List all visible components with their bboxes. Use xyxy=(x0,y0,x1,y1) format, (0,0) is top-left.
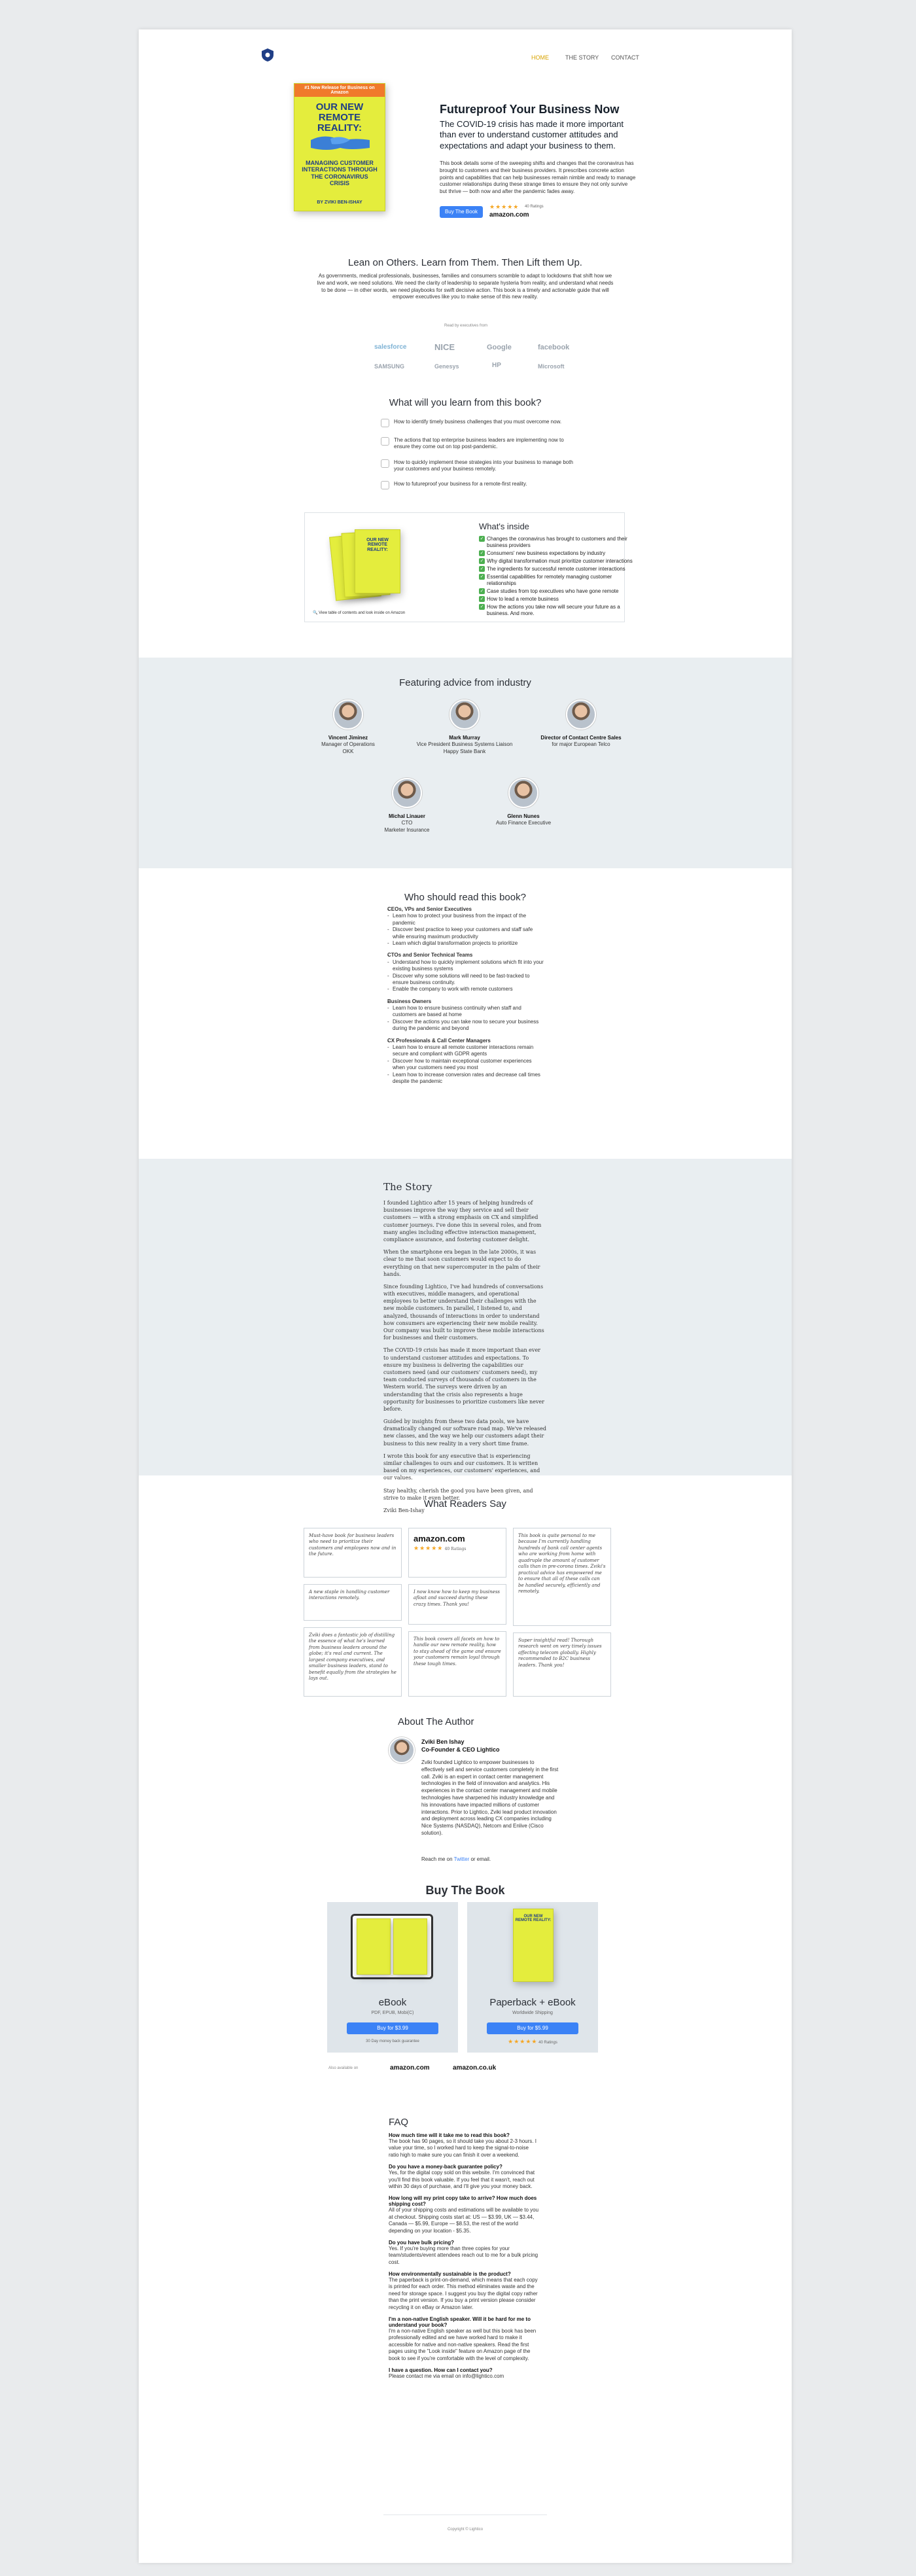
avatar xyxy=(333,699,363,730)
logo-nice: NICE xyxy=(434,342,455,352)
guarantee-note: 30 Day money back guarantee xyxy=(366,2039,419,2043)
author-title: About The Author xyxy=(398,1716,474,1727)
who-title: Who should read this book? xyxy=(404,892,526,903)
inside-item: ✓ Why digital transformation must prioritize customer interactions xyxy=(479,558,636,565)
inside-item: ✓ The ingredients for successful remote customer interactions xyxy=(479,566,636,573)
reader-quote: Super insightful read! Thorough research went on very timely issues affecting telecom globally. Highly recommended to B2C business leaders. Thank you! xyxy=(513,1632,611,1697)
who-item: - Discover best practice to keep your customers and staff safe while ensuring maximum productivity xyxy=(387,926,544,940)
landing-page xyxy=(139,29,792,2563)
logos-caption: Read by executives from xyxy=(444,324,488,328)
expert-card: Michal Linauer CTO Marketer Insurance xyxy=(348,778,466,834)
faq-answer: Yes, for the digital copy sold on this website. I'm convinced that you'll find this book valuable. If you feel that it wasn't, reach out within 30 days of purchase, and I'll give you your money back. xyxy=(389,2170,535,2189)
learn-item: How to identify timely business challenges that you must overcome now. xyxy=(381,419,577,425)
who-item: - Learn how to increase conversion rates and decrease call times despite the pandemic xyxy=(387,1072,544,1085)
inside-item: ✓ Consumers' new business expectations by industry xyxy=(479,550,636,557)
story-paragraph: Guided by insights from these two data pools, we have dramatically changed our software road map. We've released new classes, and the way we help our customers adapt their business to this new reality in a very short time frame. xyxy=(383,1419,547,1447)
who-group-title: - CEOs, VPs and Senior Executives xyxy=(387,906,544,913)
who-item: - Discover why some solutions will need to be fast-tracked to ensure business continuity. xyxy=(387,973,544,987)
author-role: Co-Founder & CEO Lightico xyxy=(421,1746,500,1753)
inside-item: ✓ Essential capabilities for remotely managing customer relationships xyxy=(479,574,636,586)
learn-item: How to quickly implement these strategies into your business to manage both your customers and your business remotely. xyxy=(381,459,577,473)
author-bio: Zviki founded Lightico to empower businesses to effectively sell and service customers completely in the first call. Zviki is an expert in contact center management technologies in the field of innovation and analytics. His experiences in the contact center management and mobile technologies have sharpened his industry knowledge and his innovations have impacted millions of customer interactions. Prior to Lightico, Zviki lead product innovation and deployment across leading CX companies including Nice Systems (NASDAQ), Netcom and Enlive (Cisco solution). xyxy=(421,1759,559,1836)
book-title: OUR NEW REMOTE REALITY: xyxy=(315,101,364,133)
shield-icon xyxy=(381,481,389,489)
faq-answer: The book has 90 pages, so it should take you about 2-3 hours. I value your time, so I worked hard to keep the signal-to-noise ratio high to make sure you can finish it over a weekend. xyxy=(389,2138,537,2158)
logo-samsung: SAMSUNG xyxy=(374,363,405,370)
intro-title: Lean on Others. Learn from Them. Then Lift them Up. xyxy=(348,257,582,268)
faq-question: How environmentally sustainable is the product? xyxy=(389,2271,511,2278)
readers-amazon[interactable]: amazon.com xyxy=(414,1534,465,1544)
readers-stars: ★★★★★ xyxy=(414,1545,444,1552)
faq-question: I have a question. How can I contact you? xyxy=(389,2367,493,2373)
footer-divider xyxy=(383,2514,547,2515)
reader-quote: I now know how to keep my business afloat and succeed during these crazy times. Thank you! xyxy=(408,1584,506,1625)
story-text xyxy=(383,1199,547,1519)
avatar xyxy=(392,778,422,808)
nav-the-story[interactable]: THE STORY xyxy=(565,54,599,61)
buy-option-formats: PDF, EPUB, Mobi(C) xyxy=(371,2011,414,2015)
buy-option-ebook xyxy=(327,1902,458,2053)
avatar xyxy=(566,699,596,730)
learn-item: The actions that top enterprise business leaders are implementing now to ensure they come out on top post-pandemic. xyxy=(381,437,577,451)
faq-list xyxy=(389,2127,539,2380)
who-group-title: - CTOs and Senior Technical Teams xyxy=(387,952,544,959)
faq-question: How long will my print copy take to arrive? How much does shipping cost? xyxy=(389,2195,537,2208)
story-paragraph: When the smartphone era began in the late 2000s, it was clear to me that soon customers would expect to do everything on that new supercomputer in the palm of their hands. xyxy=(383,1249,540,1277)
buy-title: Buy The Book xyxy=(425,1884,505,1897)
faq-answer: All of your shipping costs and estimations will be available to you at checkout. Shipping costs start at: US — $3.99, UK — $3.44, Canada — $5.99, Europe — $8.53, the rest of the world depending on your location - $5.35. xyxy=(389,2207,539,2234)
who-list xyxy=(387,901,544,1085)
story-paragraph: Since founding Lightico, I've had hundreds of conversations with executives, middle managers, and operational employees to better understand their challenges with the new mobile customers. In parallel, I listened to, and analyzed, thousands of interactions in order to understand how consumers are experiencing their new mobile reality. Our company was built to improve these mobile interactions for businesses and their customers. xyxy=(383,1283,544,1341)
who-item: - Discover the actions you can take now to secure your business during the pandemic and beyond xyxy=(387,1019,544,1032)
faq-title: FAQ xyxy=(389,2117,409,2128)
logo-hp: HP xyxy=(492,362,501,369)
faq-question: How much time will it take me to read this book? xyxy=(389,2132,510,2138)
toc-link[interactable]: 🔍 View table of contents and look inside on Amazon xyxy=(313,611,406,615)
inside-book-front: OUR NEW REMOTE REALITY: xyxy=(355,529,400,593)
buy-option-paperback xyxy=(467,1902,598,2053)
faq-question: Do you have bulk pricing? xyxy=(389,2239,455,2246)
logo-salesforce: salesforce xyxy=(374,344,407,351)
who-item: - Learn which digital transformation projects to prioritize xyxy=(387,940,544,947)
intro-text: As governments, medical professionals, businesses, families and consumers scramble to adapt to lockdowns that shift how we live and work, we need solutions. We need the clarity of leadership to separate hysteria from reality, and understand what needs to be done — in other words, we need playbooks for swift decisive action. This book is a timely and actionable guide that will empower executives like you to make sense of this new reality. xyxy=(317,273,614,300)
story-paragraph: Stay healthy, cherish the good you have been given, and strive to make it even better. xyxy=(383,1487,533,1501)
compass-icon xyxy=(381,419,389,427)
faq-answer: I'm a non-native English speaker as well but this book has been professionally edited and we have worked hard to make it accessible for native and non-native speakers. Read the first pages using the "Look inside" feature on Amazon page of the book to see if you're comfortable with the level of complexity. xyxy=(389,2328,537,2361)
inside-item: ✓ Case studies from top executives who have gone remote xyxy=(479,588,636,595)
faq-answer: Please contact me via email on info@lightico.com xyxy=(389,2373,504,2379)
story-paragraph: I wrote this book for any executive that is experiencing similar challenges to ours and our customers. It is written based on my experiences, our customers' experiences, and our values. xyxy=(383,1453,540,1481)
learn-title: What will you learn from this book? xyxy=(389,397,542,408)
inside-item: ✓ How to lead a remote business xyxy=(479,596,636,603)
handshake-icon xyxy=(311,128,370,154)
inside-item: ✓ Changes the coronavirus has brought to customers and their business providers xyxy=(479,536,636,548)
paperback-cover: OUR NEW REMOTE REALITY: xyxy=(513,1909,554,1982)
logo-shield-icon[interactable] xyxy=(260,48,275,62)
also-available: Also available on xyxy=(328,2066,359,2070)
hero-body: This book details some of the sweeping shifts and changes that the coronavirus has brought to customers and their business providers. It prescribes concrete action points and capabilities that can help businesses remain nimble and ready to manage customer relationships during these strange times to ensure they not only survive but thrive — both now and after the pandemic fades away. xyxy=(440,160,636,195)
hero-ratings-count: 40 Ratings xyxy=(525,205,544,209)
logo-facebook: facebook xyxy=(538,344,570,351)
logo-microsoft: Microsoft xyxy=(538,363,565,370)
reader-quote: This book covers all facets on how to handle our new remote reality, how to stay ahead of the game and ensure your customers remain loyal through these tough times. xyxy=(408,1631,506,1697)
expert-card: Vincent Jiminez Manager of Operations OKK xyxy=(289,699,407,755)
buy-option-formats: Worldwide Shipping xyxy=(512,2011,553,2015)
document-icon xyxy=(381,437,389,446)
buy-ebook-button[interactable]: Buy for $3.99 xyxy=(347,2022,438,2034)
buy-option-name: eBook xyxy=(378,1997,407,2008)
hero-amazon-link[interactable]: amazon.com xyxy=(489,211,529,219)
story-signature: Zviki Ben-Ishay xyxy=(383,1507,425,1513)
hero-title: Futureproof Your Business Now xyxy=(440,103,620,116)
faq-question: I'm a non-native English speaker. Will it be hard for me to understand your book? xyxy=(389,2316,531,2329)
who-item: - Learn how to ensure business continuity when staff and customers are based at home xyxy=(387,1005,544,1019)
who-item: - Learn how to ensure all remote customer interactions remain secure and compliant with GDPR agents xyxy=(387,1044,544,1058)
reader-quote: A new staple in handling customer interactions remotely. xyxy=(304,1584,402,1621)
paperback-rating: ★★★★★ 40 Ratings xyxy=(508,2038,557,2045)
logo-genesys: Genesys xyxy=(434,363,459,370)
author-reach: Reach me on Twitter or email. xyxy=(421,1856,491,1862)
learn-item: How to futureproof your business for a remote-first reality. xyxy=(381,481,577,487)
buy-option-name: Paperback + eBook xyxy=(489,1997,576,2008)
experts-section xyxy=(139,658,792,868)
search-icon: 🔍 xyxy=(313,611,318,615)
who-group-title: - CX Professionals & Call Center Managers xyxy=(387,1038,544,1044)
avatar xyxy=(449,699,480,730)
who-item: - Discover how to maintain exceptional customer experiences when your customers need you most xyxy=(387,1058,544,1072)
who-group-title: - Business Owners xyxy=(387,998,544,1005)
who-item: - Enable the company to work with remote customers xyxy=(387,986,544,993)
expert-card: Mark Murray Vice President Business Systems Liaison Happy State Bank xyxy=(406,699,523,755)
experts-title: Featuring advice from industry xyxy=(399,677,531,688)
gear-icon xyxy=(381,459,389,468)
twitter-link[interactable]: Twitter xyxy=(453,1856,470,1862)
faq-question: Do you have a money-back guarantee policy? xyxy=(389,2164,502,2170)
store-amazon-com[interactable]: amazon.com xyxy=(390,2064,430,2072)
story-title: The Story xyxy=(383,1181,432,1193)
nav-home[interactable]: HOME xyxy=(531,54,549,61)
avatar xyxy=(508,778,538,808)
story-paragraph: The COVID-19 crisis has made it more important than ever to understand customer attitudes and expectations. To ensure my business is delivering the capabilities our customers need (and our customers' customers need), my team conducted surveys of thousands of customers in the Western world. The surveys were driven by an understanding that the crisis also represents a huge opportunity for businesses to prioritize customers like never before. xyxy=(383,1347,544,1412)
who-item: - Understand how to quickly implement solutions which fit into your existing business systems xyxy=(387,959,544,973)
footer-copyright: Copyright © Lightico xyxy=(447,2528,484,2532)
faq-answer: The paperback is print-on-demand, which means that each copy is printed for each order. This method eliminates waste and the need for storage space. I suggest you buy the digital copy rather than the print version. If you buy a print version please consider recycling it on eBay or Amazon later. xyxy=(389,2277,538,2310)
readers-title: What Readers Say xyxy=(424,1498,506,1509)
reader-quote: Zviki does a fantastic job of distilling the essence of what he's learned from business leaders around the globe; it's real and current. The largest company executives, and smaller business leaders, stand to benefit equally from the strategies he lays out. xyxy=(304,1627,402,1697)
buy-paperback-button[interactable]: Buy for $5.99 xyxy=(487,2022,578,2034)
inside-title: What's inside xyxy=(479,521,529,531)
readers-rating-card: amazon.com ★★★★★ 40 Ratings xyxy=(408,1528,506,1578)
store-amazon-uk[interactable]: amazon.co.uk xyxy=(453,2064,497,2072)
story-paragraph: I founded Lightico after 15 years of helping hundreds of businesses improve the way they service and sell their customers — with a strong emphasis on CX and simplified customer journeys. I've done this in several roles, and from many angles including effective interaction management, compliance assurance, and fostering customer delight. xyxy=(383,1200,542,1243)
nav-contact[interactable]: CONTACT xyxy=(611,54,639,61)
buy-the-book-button[interactable]: Buy The Book xyxy=(440,206,483,218)
book-ribbon: #1 New Release for Business on Amazon xyxy=(294,84,385,97)
hero-lead: The COVID-19 crisis has made it more important than ever to understand customer attitudes and expectations and adapt your business to them. xyxy=(440,119,624,150)
reader-quote: This book is quite personal to me because I'm currently handling hundreds of bank call center agents who are working from home with quadruple the amount of customer calls than in pre-corona times. Zviki's practical advice has empowered me to ensure that all of these calls can be handled securely, efficiently and remotely. xyxy=(513,1528,611,1626)
tablet-icon xyxy=(351,1914,433,1979)
logo-google: Google xyxy=(487,344,512,351)
book-subtitle: MANAGING CUSTOMER INTERACTIONS THROUGH THE CORONAVIRUS CRISIS xyxy=(302,160,378,187)
faq-answer: Yes. If you're buying more than three copies for your team/students/event attendees reach out to me for a bulk pricing cost. xyxy=(389,2245,538,2265)
author-avatar xyxy=(389,1737,415,1763)
book-author: BY ZVIKI BEN-ISHAY xyxy=(317,200,362,205)
expert-card: Glenn Nunes Auto Finance Executive xyxy=(465,778,582,827)
who-item: - Learn how to protect your business from the impact of the pandemic xyxy=(387,913,544,926)
author-name: Zviki Ben Ishay xyxy=(421,1738,465,1745)
expert-card: Director of Contact Centre Sales for major European Telco xyxy=(522,699,640,749)
hero-rating-stars: ★★★★★ xyxy=(489,203,520,210)
book-cover xyxy=(294,83,385,211)
reader-quote: Must-have book for business leaders who need to prioritize their customers and employees now and in the future. xyxy=(304,1528,402,1578)
inside-item: ✓ How the actions you take now will secure your future as a business. And more. xyxy=(479,604,636,616)
